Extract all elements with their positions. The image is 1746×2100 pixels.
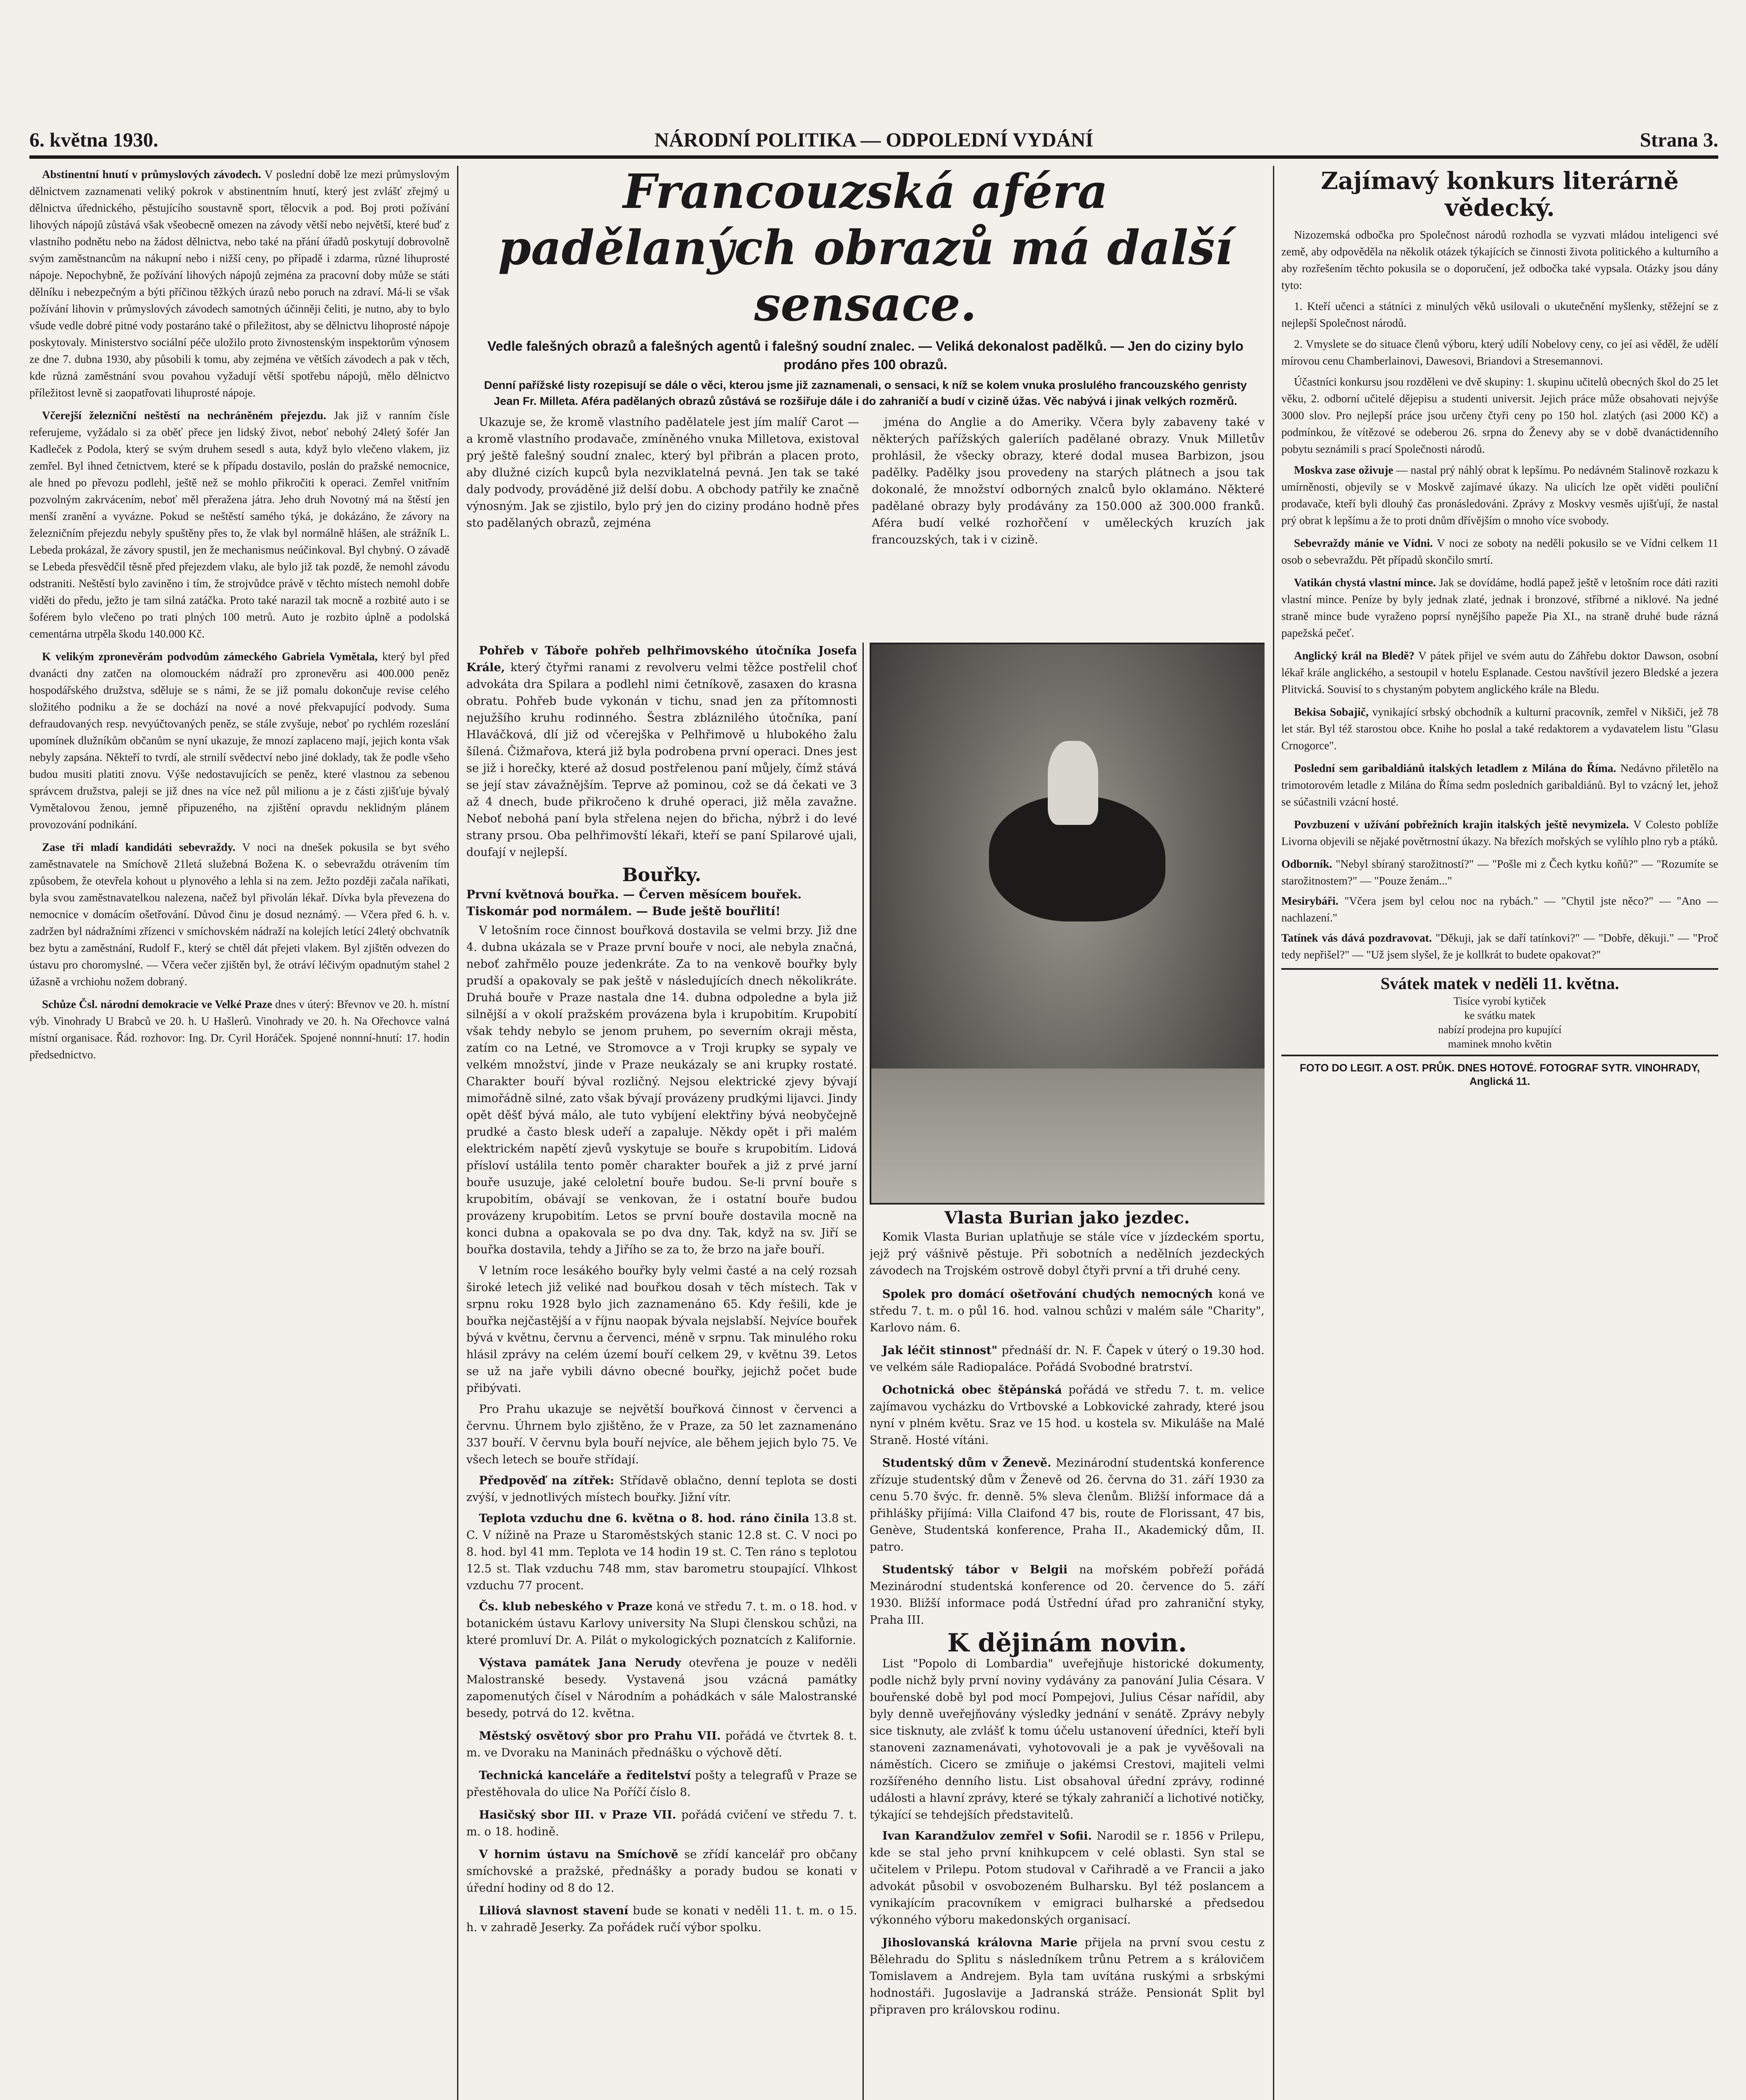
- item-lead: Ivan Karandžulov zemřel v Sofii.: [882, 1830, 1092, 1843]
- photo-rider: [870, 643, 1265, 1205]
- temperature-heading: Teplota vzduchu dne 6. května o 8. hod. ráno činila: [479, 1512, 810, 1525]
- column-rule: [457, 166, 458, 2100]
- weather-text: Střídavě oblačno, denní teplota se dosti zvýší, v jednotlivých místech bouřky. Jižní vítr.: [466, 1474, 857, 1504]
- item-lead: Včerejší železniční neštěstí na nechráněném přejezdu.: [42, 409, 326, 422]
- joke-text: "Děkuji, jak se daří tatínkovi?" — "Dobře, děkuji." — "Proč tedy nepřišel?" — "Už jsem slyšel, že je kollkrát to budete opakovat?": [1281, 932, 1718, 961]
- item-lead: Hasičský sbor III. v Praze VII.: [479, 1809, 676, 1822]
- news-item: [1281, 462, 1718, 529]
- ad-photographer: FOTO DO LEGIT. A OST. PRŮK. DNES HOTOVÉ. FOTOGRAF SYTR. VINOHRADY, Anglická 11.: [1299, 1062, 1700, 1087]
- ad-line: Tisíce vyrobí kytiček: [1453, 995, 1546, 1007]
- item-lead: Studentský dům v Ženevě.: [882, 1457, 1052, 1470]
- news-item: [1281, 760, 1718, 810]
- item-body: Jak již v ranním čísle referujeme, vyžádalo si za oběť přece jen lidský život, neboť nebohý 24letý šofér Jan Kadleček z Podola, který se svým druhem sesedl s auta, když bylo vlečeno vlakem, jiz zemřel. Byl ihned četnictvem, které se k případu dostavilo, poslán do pražské nemocnice, ale hned po převozu podlehl, ještě než se mohlo přikročiti k operaci. Zemřel vnitřním pozvolným zakrvácením, neboť měl přeražena játra. Jeho druh Novotný má na štěstí jen menší zranění a vyvázne. Pokud se neštěstí samého týká, je dokázáno, že závory na železničním přejezdu nebyly spuštěny přes to, že vlak byl normálně hlášen, ale strážník L. Lebeda prokázal, že závory spustil, jen že mechanismus neúčinkoval. Byl chybný. O závadě se Lebeda přesvědčil těsně před přejezdem vlaku, ale bylo již tak pozdě, že nemohl závodu odstraniti. Neštěstí bylo zaviněno i tím, že strojvůdce právě v těchto místech nemohl dobře viděti do předu, ježto je tam silná zatáčka. Proto také narazil tak mocně a rozbité auto i se šoférem bylo vlečeno po trati plných 100 metrů. Auto je rozbito úplně a podolská cementárna utrpěla škodu 140.000 Kč.: [29, 409, 450, 640]
- item-body: V noci ze soboty na neděli pokusilo se ve Vídni celkem 11 osob o sebevraždu. Pět případů skončilo smrtí.: [1281, 537, 1718, 566]
- storm-text-3: Pro Prahu ukazuje se největší bouřková činnost v červenci a červnu. Úhrnem bylo zjištěno, že v Praze, za 50 let zaznamenáno 337 bouří. V červnu byla bouří nejvíce, ale během jejich bylo 75. Ve všech letech se bouře střídají.: [466, 1403, 857, 1466]
- section-subheading: První květnová bouřka. — Červen měsícem bouřek. Tiskomár pod normálem. — Bude ještě bouřlití!: [466, 887, 802, 918]
- item-body: otevřena je pouze v neděli Malostranské besedy. Vystavená jsou vzácná památky zapomenutých čísel v Národním a pohádkách v sále Malostranské besedy, potrvá do 12. května.: [466, 1656, 857, 1720]
- news-item: [870, 1828, 1265, 1929]
- item-body: Mezinárodní studentská konference zřízuje studentský dům v Ženevě od 26. června do 31. září 1930 za cenu 5.70 švýc. fr. denně. 5% sleva členům. Bližší informace dá a přihlášky přijímá: Villa Claifond 47 bis, route de Florissant, 47 bis, Genève, Studentská konference, Praha II., Akademický dům, II. patro.: [870, 1457, 1265, 1554]
- storm-text-2: V letním roce lesákého bouřky byly velmi časté a na celý rozsah široké letech již veliké nad bouřkou dosah v těch místech. Tak v srpnu roku 1928 bylo jich zaznamenáno 65. Kdy řešili, kde je bouřka nejčastější a v říjnu naopak bývala nejslabší. Nejvíce bouřek bývá v květnu, červnu a červenci, méně v srpnu. Tak minulého roku hlásil zprávy na celém území bouří celkem 29, v květnu 39. Letos se už na jaře vybili dávno obecné bouřky, jejichž počet bude přibývati.: [466, 1264, 857, 1395]
- item-lead: Jihoslovanská královna Marie: [882, 1936, 1078, 1949]
- column-2: [466, 643, 857, 2100]
- item-lead: V hornim ústavu na Smíchově: [479, 1848, 678, 1861]
- news-item: [466, 643, 857, 861]
- item-lead: Jak léčit stinnost": [882, 1344, 998, 1357]
- history-text: List "Popolo di Lombardia" uveřejňuje historické dokumenty, podle nichž byly první noviny vydávány za panování Julia Césara. V bouřenské době byl pod mocí Pompejovi, Julius César nařídil, aby byly denně uveřejňovány výsledky jednání v senátě. Zprávy nebyly sice tisknuty, ale zvlášť k tomu účelu ustanovení úředníci, kteří byli stanoveni zaznamenávati, vyhotovovali je a pak je vyvěšovali na náměstích. Cicero se zmiňuje o jakémsi Crestovi, majiteli velmi rozšířeného denního listu. List obsahoval úřední zprávy, rodinné události a hlavní zprávy, které se týkaly zahraničí a lichotivé notičky, týkající se tehdejších představitelů.: [870, 1657, 1265, 1822]
- column-rule: [1273, 166, 1274, 2100]
- item-body: pořádá ve středu 7. t. m. velice zajímavou vycházku do Vrtbovské a Lobkovické zahrady, které jsou nyní v plném květu. Sraz ve 15 hod. u kostela sv. Mikuláše na Malé Straně. Hosté vítáni.: [870, 1383, 1265, 1447]
- ad-headline: Svátek matek v neděli 11. května.: [1380, 974, 1619, 993]
- page-number: Strana 3.: [1640, 129, 1718, 151]
- news-item: [1281, 574, 1718, 641]
- photo-caption: Komik Vlasta Burian uplatňuje se stále více v jízdeckém sportu, jejž prý vášnivě pěstuje. Při sobotních a nedělních jezdeckých závodech na Trojském ostrově dobyl čtyři první a tři druhé ceny.: [870, 1231, 1265, 1277]
- news-item: [870, 1455, 1265, 1556]
- item-lead: Čs. klub nebeského v Praze: [479, 1600, 653, 1613]
- lead-deck: Vedle falešných obrazů a falešných agentů i falešný soudní znalec. — Veliká dekonalost padělků. — Jen do ciziny bylo prodáno přes 100 obrazů.: [487, 339, 1244, 372]
- news-item: [29, 839, 450, 990]
- joke-title: Odborník.: [1281, 858, 1332, 870]
- photo-caption-title: Vlasta Burian jako jezdec.: [944, 1208, 1190, 1228]
- column-1: [29, 166, 450, 2100]
- item-body: přednáší dr. N. F. Čapek v úterý o 19.30 hod. ve velkém sále Radiopaláce. Pořádá Svobodné bratrství.: [870, 1344, 1265, 1374]
- item-lead: K velikým zpronevěrám podvodům zámeckého Gabriela Vymětala,: [42, 650, 378, 663]
- news-item: [870, 1342, 1265, 1376]
- photo-rider-figure: [1048, 741, 1098, 825]
- joke-odbornik: [1281, 856, 1718, 889]
- item-lead: Pohřeb v Táboře pohřeb pelhřimovského útočníka Josefa Krále,: [466, 644, 857, 674]
- item-lead: Výstava památek Jana Nerudy: [479, 1656, 681, 1670]
- news-item: [870, 1382, 1265, 1449]
- contest-terms: Účastníci konkursu jsou rozděleni ve dvě skupiny: 1. skupinu učitelů obecných škol do 25 let věku, 2. odborní učitelé dějepisu a studenti universit. Jejich práce může obsahovati nejvýše 3000 slov. Pro nejlepší práce jsou určeny čtyři ceny po 150 hol. zlatých (asi 2000 Kč) a podmínkou, že vítězové se odeberou 26. srpna do Ženevy aby se v době dvanáctidenního pobytu seznámili s prací Společnosti národů.: [1281, 375, 1718, 455]
- item-body: který byl před dvanácti dny zatčen na olomouckém nádraží pro zpronevěru asi 400.000 peněz hospodářského družstva, sděluje se s námi, že se již pomalu dokončuje revise celého složitého podniku a že se dochází na nové a nové překvapující podvody. Suma defraudovaných resp. nevyúčtovaných peněz, se stále zvyšuje, neboť po rychlém rozeslání upomínek dlužníkům občanům se nyní ukazuje, že mnozí zaplaceno mají, jejich konta však nebyly zapsána. Někteří to tvrdí, ale strnilí svědectví nebo jiné doklady, tak že podle všeho budou musiti platiti znovu. Výše nedostavujících se peněz, které vlastnou za sebenou správcem družstva, paleji se již dnes na více než půl milionu a je z části zjišťuje bývalý Vymětalovou ženou, jemně připuzeného, na zjištění opravdu neklidným plánem provozování podnikání.: [29, 650, 450, 831]
- lead-body-right: jména do Anglie a do Ameriky. Včera byly zabaveny také v některých pařížských galeriích padělané obrazy. Vnuk Milletův prohlásil, že všecky obrazy, které dodal musea Barbizon, jsou padělky. Padělky jsou provedeny na starých plátnech a jsou tak dokonalé, že množství odborných znalců bylo oklamáno. Některé padělané obrazy byly prodávány za 150.000 až 300.000 franků. Aféra budí velké rozhořčení v uměleckých kruzích jak francouzských, tak i v cizině.: [872, 416, 1265, 546]
- ad-line: maminek mnoho květin: [1448, 1038, 1552, 1050]
- item-body: V Colesto poblíže Livorna objevili se nějaké povětrnostní úkazy. Na březích mořských se vylíhlo plno ryb a ptáků.: [1281, 818, 1718, 848]
- item-lead: Zase tři mladí kandidáti sebevraždy.: [42, 841, 236, 853]
- item-lead: Bekisa Sobajič,: [1294, 706, 1369, 718]
- contest-question-2: 2. Vmyslete se do situace členů výboru, který udílí Nobelovy ceny, co jeí asi věděl, že udělí mírovou cenu Chamberlainovi, Dawesovi, Briandovi a Stresemannovi.: [1281, 338, 1718, 367]
- lead-body-left: Ukazuje se, že kromě vlastního padělatele jest jím malíř Carot — a kromě vlastního prodavače, zmíněného vnuka Milletova, existoval prý ještě falešný soudní znalec, který byl přibrán a placen proto, aby dlužné cizích kupců byla nezviklatelná pevná. Jen tak se také daly podvody, prováděné již delší dobu. A obchody patřily ke značně výnosným. Jak se zjistilo, bylo prý jen do ciziny prodáno hodně přes sto padělaných obrazů, zejména: [466, 416, 859, 530]
- news-item: [1281, 704, 1718, 754]
- photo-ground: [871, 1068, 1265, 1203]
- item-body: dnes v úterý: Břevnov ve 20. h. místní výb. Vinohrady U Brabců ve 20. h. U Hašlerů. Vinohrady ve 20. h. Na Ořechovce valná místní organisace. Řád. rozhovor: Ing. Dr. Cyril Horáček. Spojené nonnní-hnutí: 17. hodin předsednictvo.: [29, 998, 450, 1061]
- news-item: [29, 407, 450, 642]
- storm-text: V letošním roce činnost bouřková dostavila se velmi brzy. Již dne 4. dubna ukázala se v Praze první bouře v noci, ale nebyla značná, neboť zahřmělo pouze jedenkráte. Za to na venkově bouřky byly prudší a opakovaly se pak ještě v následujících dnech několikráte. Druhá bouře v Praze nastala dne 14. dubna odpoledne a byla již silnější a v okolí pražském provázena byla i krupobitím. Krupobití však tehdy nebylo se jenom pruhem, po severním okraji města, zatím co na Letné, ve Stromovce a v Troji krupky se sypaly ve velkém množství, jinde v Praze neukázaly se ani krupky rostaté. Charakter bouří býval rozličný. Nejsou elektrické zjevy bývají mimořádně silné, zato však bývají provázeny prudkými lijavci. Jindy opět děšť bývá málo, ale tuto vybíjení elektřiny bývá neobyčejně prudké a často blesk udeří a zapaluje. Někdy opět i při malém elektrickém napětí zjevů vyskytuje se bouře s krupobitím. Lidová přísloví ustálila tento poměr charakter bouřek a již z prvé jarní bouře usuzuje, jaké celoletní bouře budou. Se-li první bouře s krupobitím, obávají se venkovan, že i ostatní bouře budou provázeny krupobitím. Letos se první bouře dostavila mocně na konci dubna a opakovala se po dva dny. Tak, když na sv. Jiří se bouřka dostavila, tehdy a Jiřího se za to, že brzo na jaře bouří.: [466, 924, 857, 1256]
- ad-line: ke svátku matek: [1464, 1009, 1536, 1021]
- news-item: [1281, 816, 1718, 850]
- joke-text: "Nebyl sbíraný starožitností?" — "Pošle mi z Čech kytku koňů?" — "Rozumíte se starožitnostem?" — "Pouze ženám...": [1281, 858, 1718, 887]
- news-item: [466, 1728, 857, 1761]
- item-lead: Studentský tábor v Belgii: [882, 1563, 1068, 1576]
- item-lead: Moskva zase oživuje: [1294, 464, 1394, 476]
- item-body: pořádá ve čtvrtek 8. t. m. ve Dvoraku na Maninách přednášku o výchově dětí.: [466, 1730, 857, 1759]
- item-lead: Ochotnická obec štěpánská: [882, 1383, 1062, 1396]
- item-body: bude se konati v neděli 11. t. m. o 15. h. v zahradě Jeserky. Za pořádek ručí výbor spolku.: [466, 1904, 857, 1934]
- item-lead: Povzbuzení v užívání pobřežních krajin italských ještě nevymizela.: [1294, 818, 1629, 831]
- column-4: [1281, 166, 1718, 2100]
- item-lead: Spolek pro domácí ošetřování chudých nemocných: [882, 1288, 1213, 1301]
- news-item: [466, 1767, 857, 1801]
- contest-heading: Zajímavý konkurs literárně vědecký.: [1321, 167, 1679, 222]
- lead-headline: Francouzská aféra padělaných obrazů má další sensace.: [498, 164, 1233, 332]
- ad-mothers-day: [1281, 968, 1718, 1056]
- news-item: [466, 1807, 857, 1840]
- item-body: se zřídí kancelář pro občany smíchovské a pražské, přednášky a porady budou se konati v úřední hodiny od 8 do 12.: [466, 1848, 857, 1895]
- lead-article: [466, 164, 1265, 553]
- item-body: Narodil se r. 1856 v Prilepu, kde se stal jeho první knihkupcem v celé oblasti. Syn stal se učitelem v Prilepu. Potom studoval v Cařihradě a ve Francii a jako advokát působil v osvobozeném Bulharsku. Byl též poslancem a vynikajícím pracovníkem v emigraci bulharské a předsedou výkonného výboru makedonských organisací.: [870, 1830, 1265, 1927]
- ad-line: nabízí prodejna pro kupující: [1438, 1024, 1562, 1036]
- item-lead: Poslední sem garibaldiánů italských letadlem z Milána do Říma.: [1294, 762, 1616, 774]
- news-item: [1281, 647, 1718, 698]
- item-body: V noci na dnešek pokusila se byt svého zaměstnavatele na Smíchově 21letá služebná Božena K. o sebevraždu otrávením tím způsobem, že otevřela kohout u plynového a lehla si na zem. Ježto později začala naříkati, byla svou zaměstnavatelkou nalezena, načež byl přivolán lékař. Dívka byla převezena do nemocnice v domácím ošetřování. Důvod činu je dosud neznámý. — Včera před 6. h. v. zadržen byl nádražními zřízenci v smíchovském nádraží na kolejích letící 24letý obchvatník bez bytu a zaměstnání, Rudolf F., který se chtěl dát přejeti vlakem. Byl zjištěn odvezen do ústavu pro choromyslné. — Včera večer zjištěn byl, že otráví léčivým opadnutým stahel 2 úžasně a vrchiohu nožem dobraný.: [29, 841, 450, 988]
- item-lead: Technická kanceláře a ředitelství: [479, 1769, 691, 1782]
- column-3: [870, 643, 1265, 2100]
- item-lead: Městský osvětový sbor pro Prahu VII.: [479, 1730, 721, 1743]
- joke-title: Mesirybáři.: [1281, 895, 1338, 907]
- joke-title: Tatínek vás dává pozdravovat.: [1281, 932, 1432, 944]
- masthead: [29, 126, 1718, 159]
- joke-text: "Včera jsem byl celou noc na rybách." — "Chytil jste něco?" — "Ano — nachlazení.": [1281, 895, 1718, 924]
- news-item: [1281, 535, 1718, 568]
- item-lead: Sebevraždy mánie ve Vídni.: [1294, 537, 1433, 549]
- joke-mesirybari: [1281, 892, 1718, 926]
- item-body: vynikající srbský obchodník a kulturní pracovník, zemřel v Nikšiči, jež 78 let stár. Byl též starostou obce. Knihe ho poslal a také redaktorem a vydavatelem listu "Glasu Crnogorce".: [1281, 706, 1718, 752]
- column-rule: [862, 643, 864, 2100]
- item-body: pošty a telegrafů v Praze se přestěhovala do ulice Na Poříčí číslo 8.: [466, 1769, 857, 1799]
- temperature-text: 13.8 st. C. V nížině na Praze u Staroměstských stanic 12.8 st. C. V noci po 8. hod. byl 41 mm. Teplota ve 14 hodin 19 st. C. Ten ráno s teplotou 12.5 st. Tlak vzduchu 748 mm, stav barometru stoupající. Vlhkost vzduchu 77 procent.: [466, 1512, 857, 1592]
- item-body: koná ve středu 7. t. m. o 18. hod. v botanickém ústavu Karlovy university Na Slupi členskou schůzi, na které promluví Dr. A. Pilát o mykologických poznatcích z Kalifornie.: [466, 1600, 857, 1647]
- history-heading: K dějinám novin.: [947, 1628, 1187, 1658]
- item-body: V poslední době lze mezi průmyslovým dělnictvem zaznamenati veliký pokrok v abstinentním hnutí, který jest zvlášť zřejmý u dělnictva úřednického, pěstujícího soustavně sport, tělocvik a pod. Boj proti požívání lihových nápojů zůstává však všeobecně omezen na závody větší nebo největší, které buď z vlastního podnětu nebo na žádost dělnictva, nebo také na přání úřadů poskytují dobrovolně svým zaměstnancům na nákupní nebo i nižší ceny, po případě i zdarma, různé lihuprosté nápoje. Nepochybně, že požívání lihových nápojů zejména za pracovní doby může se státi dělníku i nebezpečným a býti příčinou těžkých úrazů nebo poruch na zdraví. Má-li se však požívání lihovin v průmyslových závodech samotných účinněji čeliti, je nutno, aby to bylo všude vedle dobré pitné vody postaráno také o přiležitost, aby se dělnictvu lihoprosté nápoje poskytovaly. Ministerstvo sociální péče uložilo proto živnostenským inspektorům výnosem ze dne 7. dubna 1930, aby působili k tomu, aby zejména ve větších závodech a pak v těch, kde různá zaměstnání svou povahou vyžadují větší spotřebu nápojů, mělo dělnictvo příležitost levně si zaopatřovati lihuprosté nápoje.: [29, 168, 450, 399]
- section-heading: Bouřky.: [622, 864, 702, 886]
- weather-heading: Předpověď na zítřek:: [479, 1474, 614, 1487]
- item-body: který čtyřmi ranami z revolveru velmi těžce postřelil choť advokáta dra Spilara a podlehl nimi četníkově, zasaxen do krasna obratu. Pohřeb bude vykonán v tichu, snad jen za přítomnosti nejužšího kruhu rodinného. Šestra zbláznilého útočníka, paní Hlaváčková, dlí již od včerejška v Pelhřimově u hlubokého žalu šílená. Čižmařova, která již byla podrobena první operaci. Dnes jest se již i horečky, které až dosud postřelenou paní můjely, čímž stává se její stav závažnějším. Teprve až pominou, což se dá čekati ve 3 až 4 dnech, bude přikročeno k druhé operaci, již měla zavažne. Neboť nebohá paní byla střelena nejen do břicha, nýbrž i do levé strany prsou. Oba pelhřimovští lékaři, kteří se paní Spilarové ujali, doufají v nejlepší.: [466, 661, 857, 859]
- item-body: pořádá cvičení ve středu 7. t. m. o 18. hodině.: [466, 1809, 857, 1838]
- contest-intro: Nizozemská odbočka pro Společnost národů rozhodla se vyzvati mládou inteligenci své země, aby odpověděla na několik otázek týkajících se činnosti života politického a kulturního a aby rozřešením těchto pokusila se o doporučení, jež odbočka také vypsala. Otázky jsou dány tyto:: [1281, 228, 1718, 291]
- item-body: na mořském pobřeží pořádá Mezinárodní studentská konference od 20. července do 5. září 1930. Bližší informace podá Ústřední úřad pro zahraniční styky, Praha III.: [870, 1563, 1265, 1627]
- news-item: [870, 1562, 1265, 1629]
- item-body: Nedávno přiletělo na trimotorovém letadle z Milána do Říma sedm posledních garibaldiánů. Byl to vzácný let, jehož se súčastnili vzácní hosté.: [1281, 762, 1718, 808]
- lead-body: [466, 414, 1265, 553]
- news-item: [29, 648, 450, 833]
- issue-date: 6. května 1930.: [29, 129, 158, 151]
- news-item: [466, 1655, 857, 1722]
- item-body: — nastal prý náhlý obrat k lepšímu. Po nedávném Stalinově rozkazu k umírněnosti, objevily se v Moskvě zajímavé úkazy. Na ulicích lze opět viděti pouliční prodavače, kteří byli dlouhý čas pronásledováni. Zprávy z Moskvy vesměs ujišťují, že nastal prý obrat k lepšímu a že to proti dnům dřívějším o mnoho více svobody.: [1281, 464, 1718, 527]
- item-lead: Anglický král na Bledě?: [1294, 649, 1415, 662]
- lead-intro: Denní pařížské listy rozepisují se dále o věci, kterou jsme již zaznamenali, o sensaci, k níž se kolem vnuka proslulého francouzského genristy Jean Fr. Milleta. Aféra padělaných obrazů zůstává se rozšiřuje dále i do zahraničí a budí v cizině úžas. Věc nabývá i jinak velkých rozměrů.: [484, 379, 1247, 407]
- joke-tatinek: [1281, 929, 1718, 963]
- item-lead: Abstinentní hnutí v průmyslových závodech.: [42, 168, 261, 181]
- news-item: [466, 1903, 857, 1936]
- item-lead: Vatikán chystá vlastní mince.: [1294, 576, 1436, 589]
- news-item: [29, 166, 450, 401]
- item-body: koná ve středu 7. t. m. o půl 16. hod. valnou schůzi v malém sále "Charity", Karlovo nám. 6.: [870, 1288, 1265, 1334]
- news-item: [870, 1286, 1265, 1336]
- contest-question-1: 1. Kteří učenci a státníci z minulých věků usilovali o ukutečnění myšlenky, stěžejní se z nejlepší Společnost národů.: [1281, 300, 1718, 329]
- item-body: Jak se dovídáme, hodlá papež ještě v letošním roce dáti raziti vlastní mince. Peníze by byly jednak zlaté, jednak i bronzové, stříbrné a niklové. Na jedné straně mince bude vyraženo poprsí nynějšího papeže Pia XI., na straně druhé bude rázná papežská pečeť.: [1281, 576, 1718, 639]
- news-item: [870, 1935, 1265, 2019]
- item-body: přijela na první svou cestu z Bělehradu do Splitu s následníkem trůnu Petrem a s královičem Tomislavem a Andrejem. Byla tam uvítána ruskými a srbskými hodnostáři. Jugoslavije a Jadranská stráže. Pensionát Split byl připraven pro královskou rodinu.: [870, 1936, 1265, 2016]
- newspaper-title: NÁRODNÍ POLITIKA — ODPOLEDNÍ VYDÁNÍ: [654, 129, 1094, 151]
- item-body: V pátek přijel ve svém autu do Záhřebu doktor Dawson, osobní lékař krále anglického, a sestoupil v hotelu Esplanade. Cestou navštívil jezero Bledské a jezera Plitvická. Souvisí to s chystaným pobytem anglického krále na Bledu.: [1281, 649, 1718, 696]
- item-lead: Liliová slavnost stavení: [479, 1904, 628, 1917]
- news-item: [466, 1599, 857, 1649]
- item-lead: Schůze Čsl. národní demokracie ve Velké Praze: [42, 998, 272, 1011]
- news-item: [29, 996, 450, 1063]
- news-item: [466, 1846, 857, 1897]
